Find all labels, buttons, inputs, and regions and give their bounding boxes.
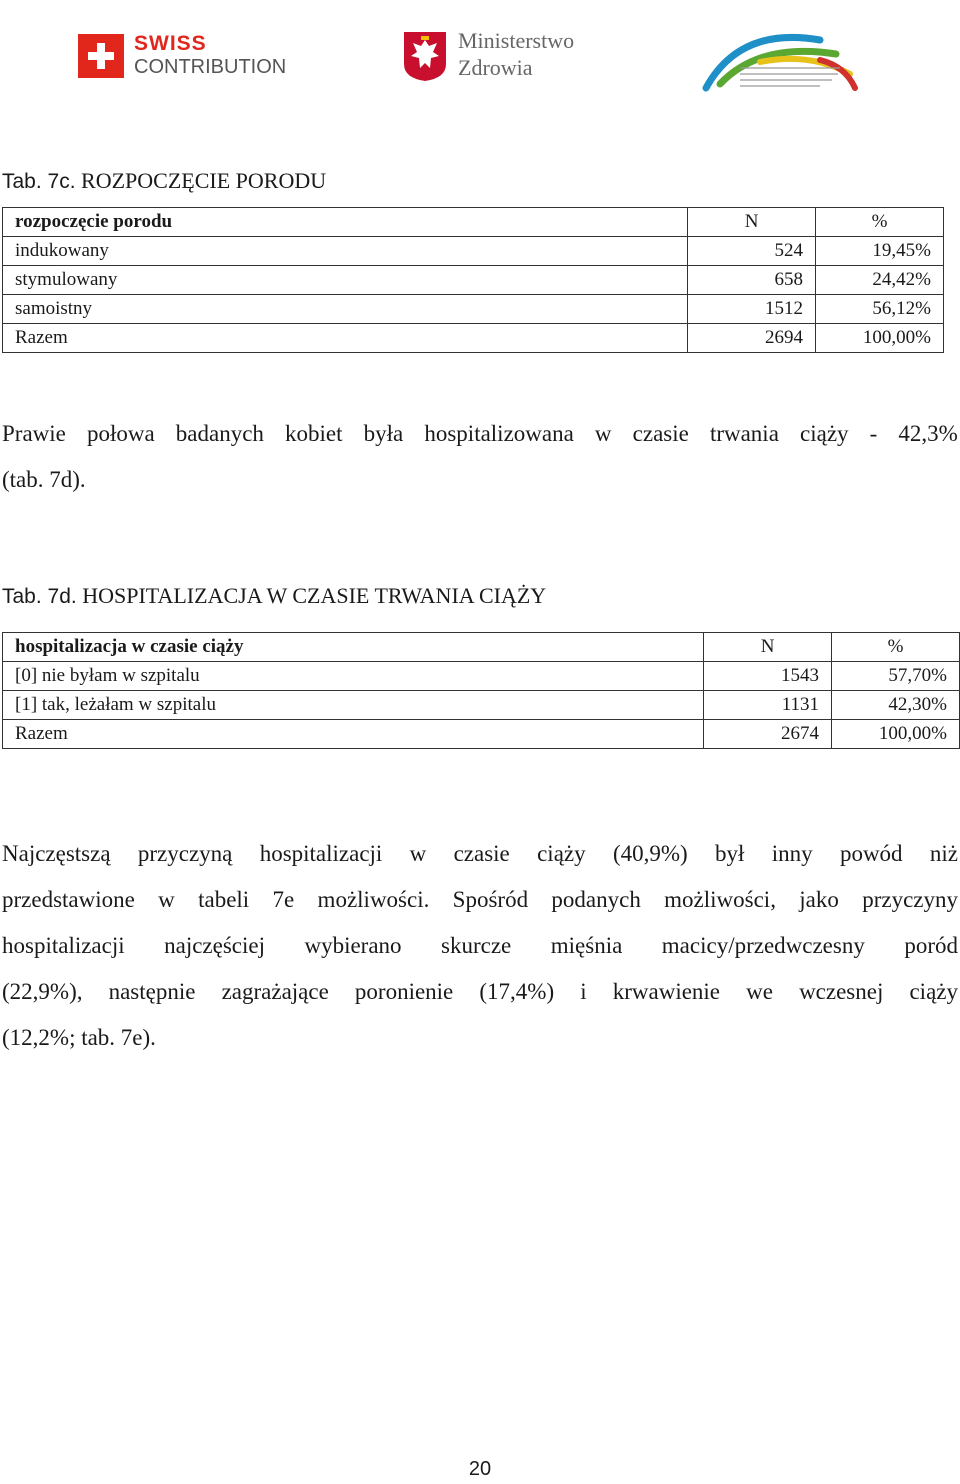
- paragraph-hospitalization-summary: [2, 411, 958, 503]
- table-row: [3, 266, 944, 295]
- paragraph-hospitalization-reasons: [2, 831, 958, 1061]
- percent-cell: 57,70%: [832, 662, 960, 691]
- row-label-cell: Razem: [3, 720, 704, 749]
- percent-cell: 42,30%: [832, 691, 960, 720]
- page-number: 20: [468, 1458, 492, 1480]
- table-header-row: [3, 208, 944, 237]
- ministry-logo-line1: Ministerstwo: [458, 28, 575, 53]
- header-cell: hospitalizacja w czasie ciąży: [3, 633, 704, 662]
- count-cell: 2674: [704, 720, 832, 749]
- count-cell: 1543: [704, 662, 832, 691]
- percent-cell: 56,12%: [816, 295, 944, 324]
- swiss-logo-line1: SWISS: [134, 32, 207, 55]
- table-7d-caption-title: HOSPITALIZACJA W CZASIE TRWANIA CIĄŻY: [82, 583, 547, 608]
- ministry-logo-line2: Zdrowia: [458, 55, 533, 80]
- paragraph-line: (12,2%; tab. 7e).: [2, 1025, 156, 1050]
- paragraph-line: (22,9%), następnie zagrażające poronienie (17,4%) i krwawienie we wczesnej ciąży: [2, 979, 958, 1004]
- header-cell: N: [688, 208, 816, 237]
- table-7c-caption-label: Tab. 7c.: [2, 170, 76, 193]
- table-row: [3, 691, 960, 720]
- table-row: [3, 295, 944, 324]
- paragraph-line: Prawie połowa badanych kobiet była hospitalizowana w czasie trwania ciąży - 42,3%: [2, 421, 958, 446]
- table-row: [3, 324, 944, 353]
- paragraph-line: hospitalizacji najczęściej wybierano skurcze mięśnia macicy/przedwczesny poród: [2, 933, 958, 958]
- header-cell: %: [832, 633, 960, 662]
- table-7d: [2, 632, 960, 749]
- ministry-of-health-logo: [402, 28, 602, 84]
- table-header-row: [3, 633, 960, 662]
- row-label-cell: indukowany: [3, 237, 688, 266]
- header-cell: rozpoczęcie porodu: [3, 208, 688, 237]
- row-label-cell: Razem: [3, 324, 688, 353]
- count-cell: 658: [688, 266, 816, 295]
- table-row: [3, 237, 944, 266]
- polish-eagle-emblem-icon: [402, 30, 448, 82]
- row-label-cell: samoistny: [3, 295, 688, 324]
- row-label-cell: stymulowany: [3, 266, 688, 295]
- table-7d-caption: [2, 583, 546, 610]
- count-cell: 524: [688, 237, 816, 266]
- program-arcs-icon: [700, 22, 860, 98]
- percent-cell: 19,45%: [816, 237, 944, 266]
- row-label-cell: [0] nie byłam w szpitalu: [3, 662, 704, 691]
- header-cell: %: [816, 208, 944, 237]
- count-cell: 1131: [704, 691, 832, 720]
- header-cell: N: [704, 633, 832, 662]
- percent-cell: 100,00%: [832, 720, 960, 749]
- table-7c: [2, 207, 944, 353]
- table-7c-caption-title: ROZPOCZĘCIE PORODU: [81, 168, 327, 193]
- paragraph-line: (tab. 7d).: [2, 467, 86, 492]
- percent-cell: 100,00%: [816, 324, 944, 353]
- paragraph-line: Najczęstszą przyczyną hospitalizacji w czasie ciąży (40,9%) był inny powód niż: [2, 841, 958, 866]
- count-cell: 2694: [688, 324, 816, 353]
- count-cell: 1512: [688, 295, 816, 324]
- row-label-cell: [1] tak, leżałam w szpitalu: [3, 691, 704, 720]
- table-row: [3, 662, 960, 691]
- percent-cell: 24,42%: [816, 266, 944, 295]
- program-logo: [700, 22, 860, 98]
- swiss-logo-line2: CONTRIBUTION: [134, 56, 287, 78]
- paragraph-line: przedstawione w tabeli 7e możliwości. Spośród podanych możliwości, jako przyczyny: [2, 887, 958, 912]
- table-row: [3, 720, 960, 749]
- table-7d-caption-label: Tab. 7d.: [2, 585, 77, 608]
- swiss-flag-icon: [78, 34, 124, 78]
- table-7c-caption: [2, 168, 326, 195]
- swiss-contribution-logo: [78, 30, 298, 82]
